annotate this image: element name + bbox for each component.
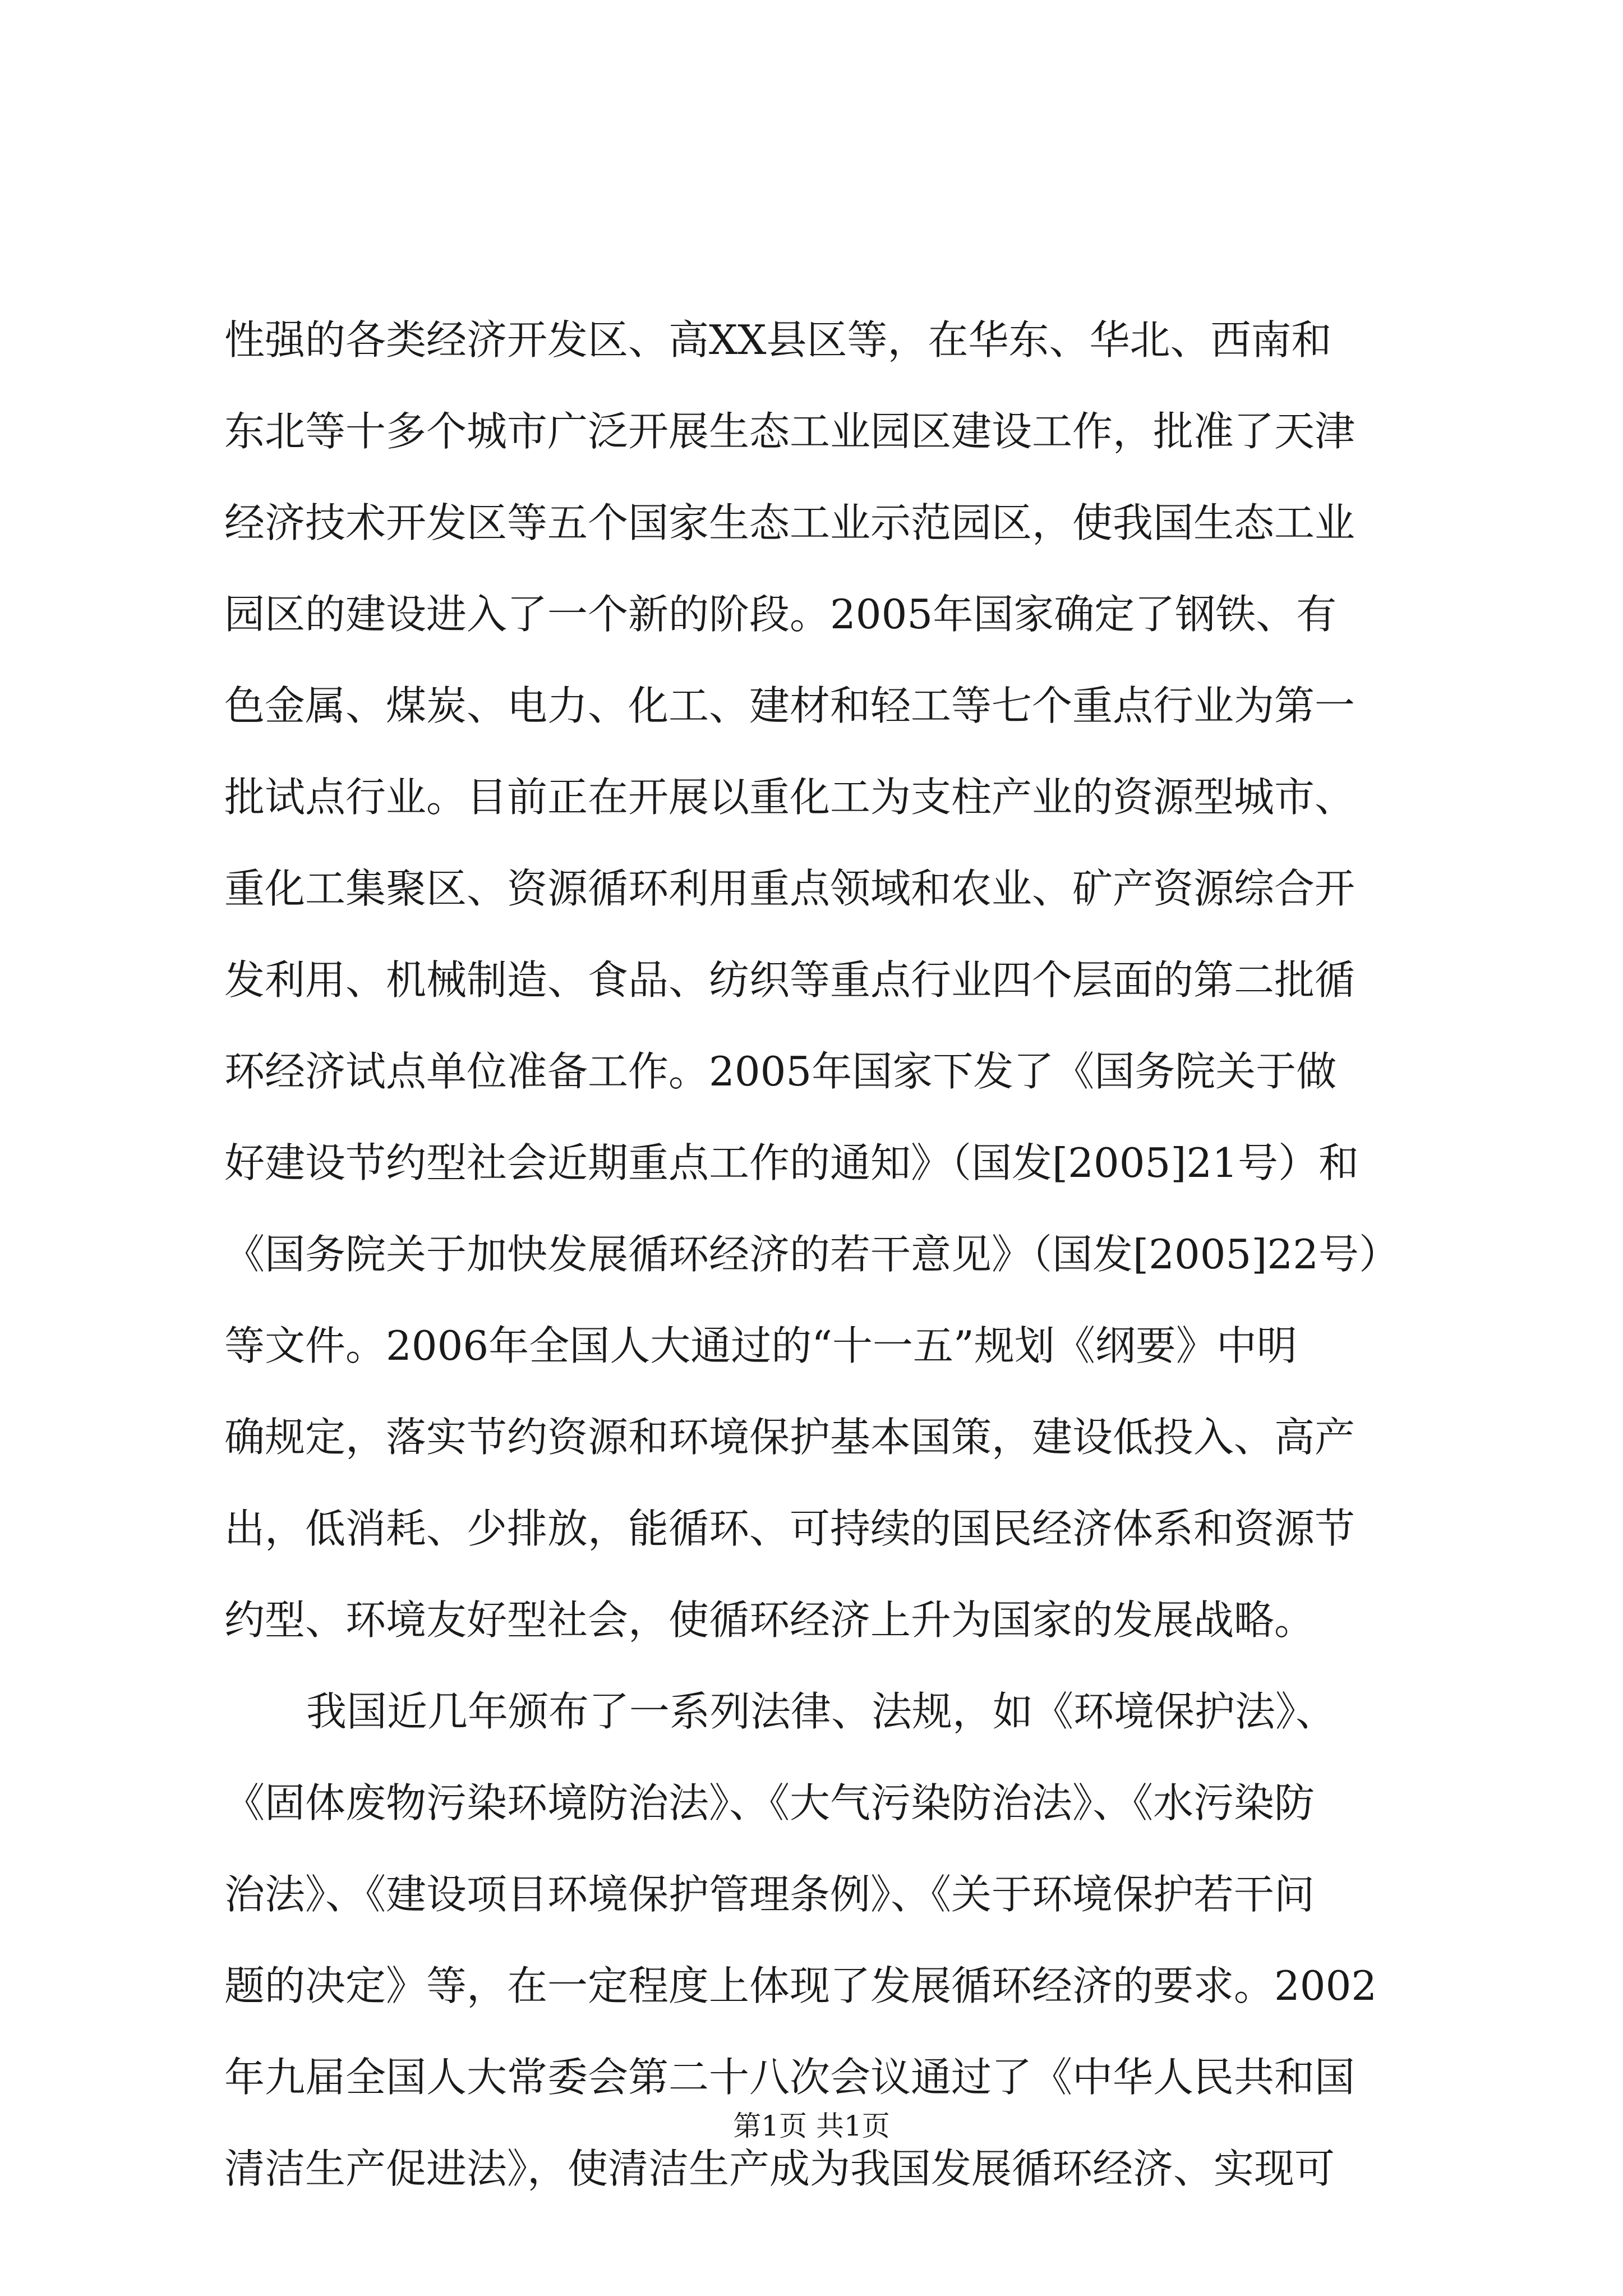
text-line: 治法》、《建设项目环境保护管理条例》、《关于环境保护若干问 [224,1871,1315,1918]
text-line: 性强的各类经济开发区、高XX县区等，在华东、华北、西南和 [224,316,1332,364]
paragraph-start-line: 我国近几年颁布了一系列法律、法规，如《环境保护法》、 [306,1688,1336,1735]
text-line: 发利用、机械制造、食品、纺织等重点行业四个层面的第二批循 [224,956,1355,1004]
text-line: 色金属、煤炭、电力、化工、建材和轻工等七个重点行业为第一 [224,682,1355,729]
page-number-footer: 第1页 共1页 [733,2110,890,2142]
text-line: 批试点行业。目前正在开展以重化工为支柱产业的资源型城市、 [224,774,1355,821]
text-line: 经济技术开发区等五个国家生态工业示范园区，使我国生态工业 [224,499,1355,546]
text-line: 题的决定》等，在一定程度上体现了发展循环经济的要求。2002 [224,1962,1377,2009]
text-line: 《国务院关于加快发展循环经济的若干意见》（国发[2005]22号） [224,1231,1400,1278]
text-line: 环经济试点单位准备工作。2005年国家下发了《国务院关于做 [224,1048,1337,1095]
text-line: 约型、环境友好型社会，使循环经济上升为国家的发展战略。 [224,1596,1315,1644]
text-line: 年九届全国人大常委会第二十八次会议通过了《中华人民共和国 [224,2054,1355,2101]
text-line: 好建设节约型社会近期重点工作的通知》（国发[2005]21号）和 [224,1139,1359,1186]
text-line: 重化工集聚区、资源循环利用重点领域和农业、矿产资源综合开 [224,865,1355,912]
text-line: 出，低消耗、少排放，能循环、可持续的国民经济体系和资源节 [224,1505,1355,1552]
body-text [224,295,1424,2215]
text-line: 园区的建设进入了一个新的阶段。2005年国家确定了钢铁、有 [224,591,1337,638]
text-line: 确规定，落实节约资源和环境保护基本国策，建设低投入、高产 [224,1414,1355,1461]
text-line: 清洁生产促进法》，使清洁生产成为我国发展循环经济、实现可 [224,2145,1335,2192]
text-line: 《固体废物污染环境防治法》、《大气污染防治法》、《水污染防 [224,1779,1315,1826]
text-line: 等文件。2006年全国人大通过的“十一五”规划《纲要》中明 [224,1322,1297,1369]
text-line: 东北等十多个城市广泛开展生态工业园区建设工作，批准了天津 [224,408,1355,455]
